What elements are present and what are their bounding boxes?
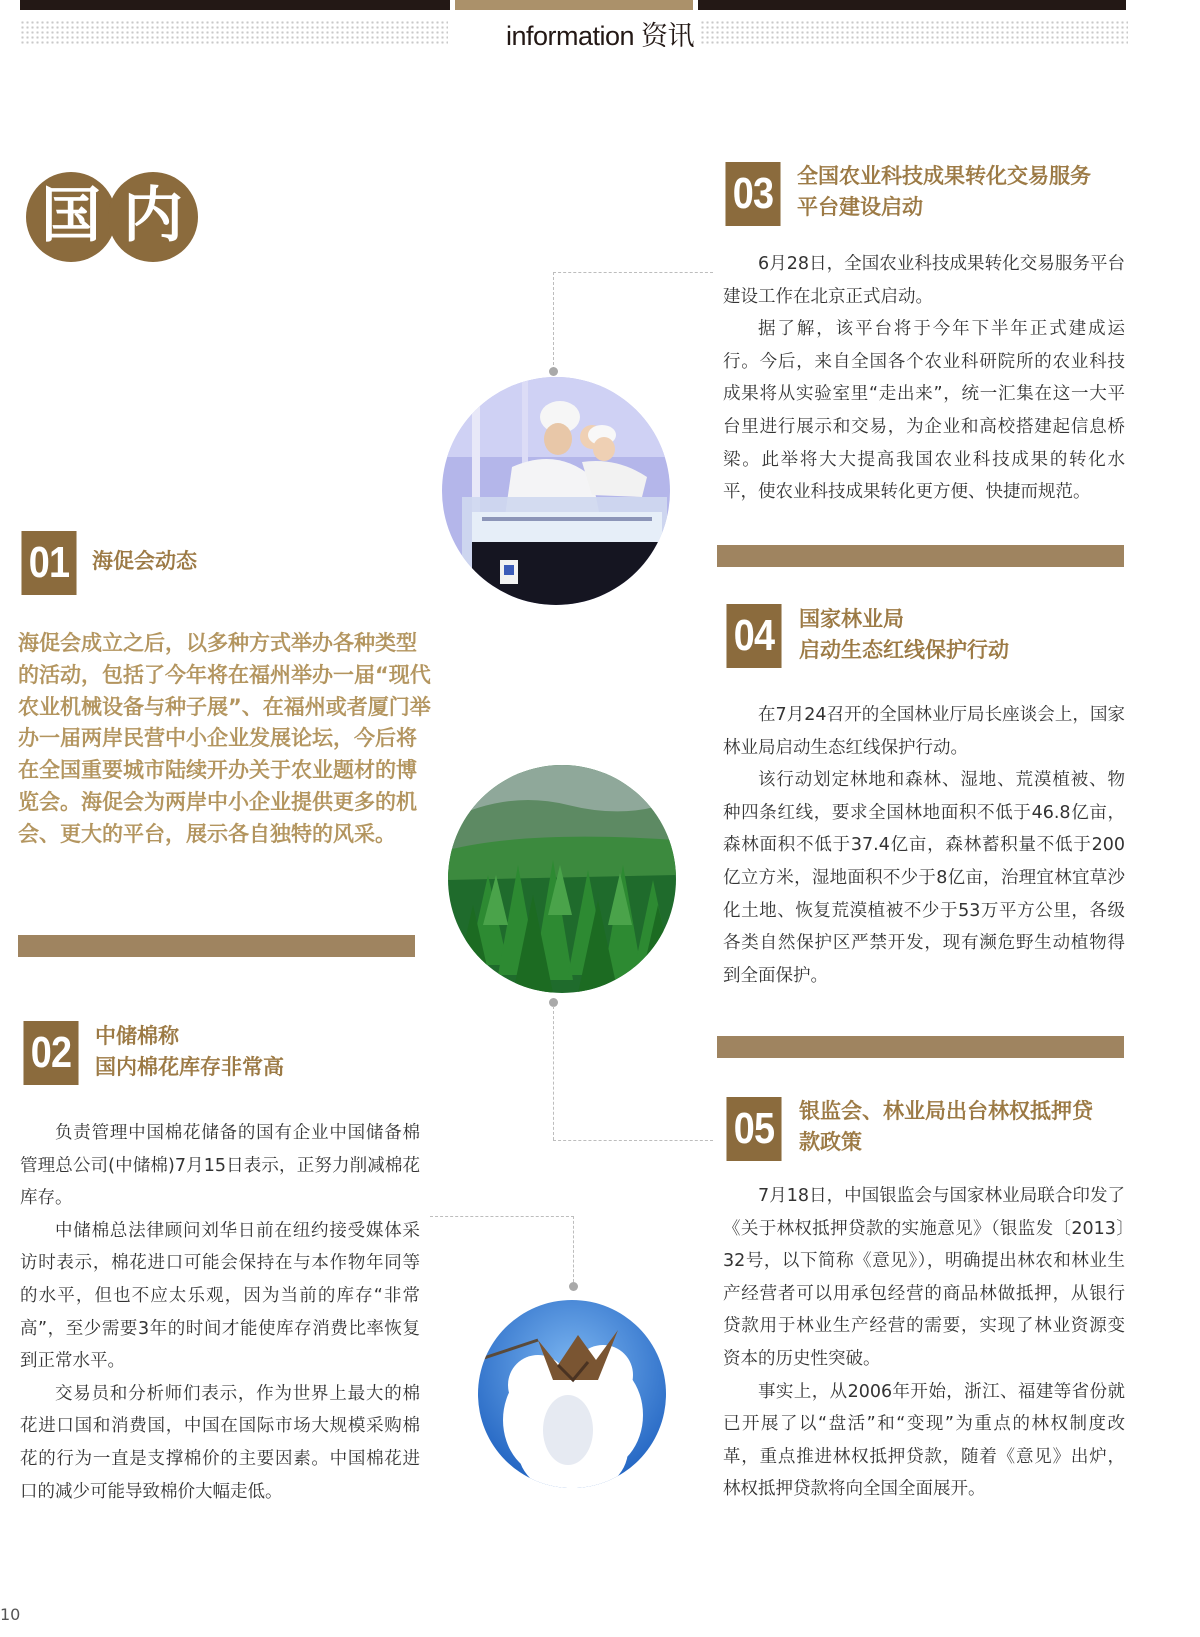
header-dots-left bbox=[20, 20, 448, 44]
section-03-body bbox=[723, 248, 1125, 509]
section-03-number: 03 bbox=[725, 162, 780, 226]
connector-top-h bbox=[553, 272, 713, 273]
section-02-number: 02 bbox=[23, 1021, 78, 1085]
section-05-title-line2: 款政策 bbox=[799, 1130, 862, 1154]
paragraph: 交易员和分析师们表示，作为世界上最大的棉花进口国和消费国，中国在国际市场大规模采购棉花的行为一直是支撑棉价的主要因素。中国棉花进口的减少可能导致棉价大幅走低。 bbox=[20, 1383, 420, 1502]
section-04-body bbox=[723, 699, 1125, 992]
connector-mid-v bbox=[553, 1006, 554, 1140]
paragraph: 在7月24召开的全国林业厅局长座谈会上，国家林业局启动生态红线保护行动。 bbox=[723, 705, 1125, 758]
divider-bar bbox=[717, 1036, 1124, 1058]
paragraph: 事实上，从2006年开始，浙江、福建等省份就已开展了以“盘活”和“变现”为重点的林权制度改革，重点推进林权抵押贷款，随着《意见》出炉，林权抵押贷款将向全国全面展开。 bbox=[723, 1381, 1125, 1500]
header-bar-center bbox=[455, 0, 693, 10]
paragraph: 7月18日，中国银监会与国家林业局联合印发了《关于林权抵押贷款的实施意见》（银监发〔2013〕32号，以下简称《意见》），明确提出林农和林业生产经营者可以用承包经营的商品林做抵押，从银行贷款用于林业生产经营的需要，实现了林业资源变资本的历史性突破。 bbox=[723, 1186, 1125, 1369]
connector-top-v bbox=[553, 272, 554, 370]
section-03-title-line2: 平台建设启动 bbox=[797, 195, 923, 219]
section-01-number: 01 bbox=[21, 531, 76, 595]
header-bar-left bbox=[20, 0, 450, 10]
badge-char-nei: 内 bbox=[108, 172, 198, 262]
section-04-title-line1: 国家林业局 bbox=[799, 607, 904, 631]
connector-node bbox=[549, 367, 558, 376]
header-title: information 资讯 bbox=[505, 21, 695, 51]
header-bar-right bbox=[698, 0, 1126, 10]
intro-text: 海促会成立之后，以多种方式举办各种类型的活动，包括了今年将在福州举办一届“现代农业机械设备与种子展”、在福州或者厦门举办一届两岸民营中小企业发展论坛，今后将在全国重要城市陆续开办关于农业题材的博览会。海促会为两岸中小企业提供更多的机会、更大的平台，展示各自独特的风采。 bbox=[18, 631, 431, 846]
section-05-title-line1: 银监会、林业局出台林权抵押贷 bbox=[799, 1099, 1093, 1123]
connector-bottom-h bbox=[430, 1216, 574, 1217]
forest-photo bbox=[448, 765, 676, 993]
connector-mid-h bbox=[553, 1140, 713, 1141]
page-number: 10 bbox=[0, 1605, 21, 1624]
section-04-title-line2: 启动生态红线保护行动 bbox=[799, 638, 1009, 662]
section-02-title-line1: 中储棉称 bbox=[95, 1024, 179, 1048]
section-02-body bbox=[20, 1117, 420, 1508]
badge-char-guo: 国 bbox=[26, 172, 116, 262]
cotton-photo bbox=[478, 1300, 666, 1488]
connector-bottom-v bbox=[573, 1216, 574, 1282]
section-04-number: 04 bbox=[726, 604, 781, 668]
section-05-number: 05 bbox=[726, 1097, 781, 1161]
header-dots-right bbox=[700, 20, 1128, 44]
paragraph: 中储棉总法律顾问刘华日前在纽约接受媒体采访时表示，棉花进口可能会保持在与本作物年同等的水平，但也不应太乐观，因为当前的库存“非常高”，至少需要3年的时间才能使库存消费比率恢复到正常水平。 bbox=[20, 1220, 420, 1372]
connector-node bbox=[569, 1282, 578, 1291]
divider-bar bbox=[18, 935, 415, 957]
section-05-body bbox=[723, 1180, 1125, 1506]
paragraph: 据了解，该平台将于今年下半年正式建成运行。今后，来自全国各个农业科研院所的农业科技成果将从实验室里“走出来”，统一汇集在这一大平台里进行展示和交易，为企业和高校搭建起信息桥梁。此举将大大提高我国农业科技成果的转化水平，使农业科技成果转化更方便、快捷而规范。 bbox=[723, 319, 1125, 503]
section-01-title: 海促会动态 bbox=[92, 549, 197, 573]
paragraph: 负责管理中国棉花储备的国有企业中国储备棉管理总公司(中储棉)7月15日表示，正努力削减棉花库存。 bbox=[20, 1123, 420, 1209]
paragraph: 该行动划定林地和森林、湿地、荒漠植被、物种四条红线，要求全国林地面积不低于46.8亿亩，森林面积不低于37.4亿亩，森林蓄积量不低于200亿立方米，湿地面积不少于8亿亩，治理宜林宜草沙化土地、恢复荒漠植被不少于53万平方公里，各级各类自然保护区严禁开发，现有濒危野生动植物得到全面保护。 bbox=[723, 770, 1125, 986]
paragraph: 6月28日，全国农业科技成果转化交易服务平台建设工作在北京正式启动。 bbox=[723, 254, 1125, 307]
lab-photo bbox=[442, 377, 670, 605]
divider-bar bbox=[717, 545, 1124, 567]
section-02-title-line2: 国内棉花库存非常高 bbox=[95, 1055, 284, 1079]
section-03-title-line1: 全国农业科技成果转化交易服务 bbox=[797, 164, 1091, 188]
